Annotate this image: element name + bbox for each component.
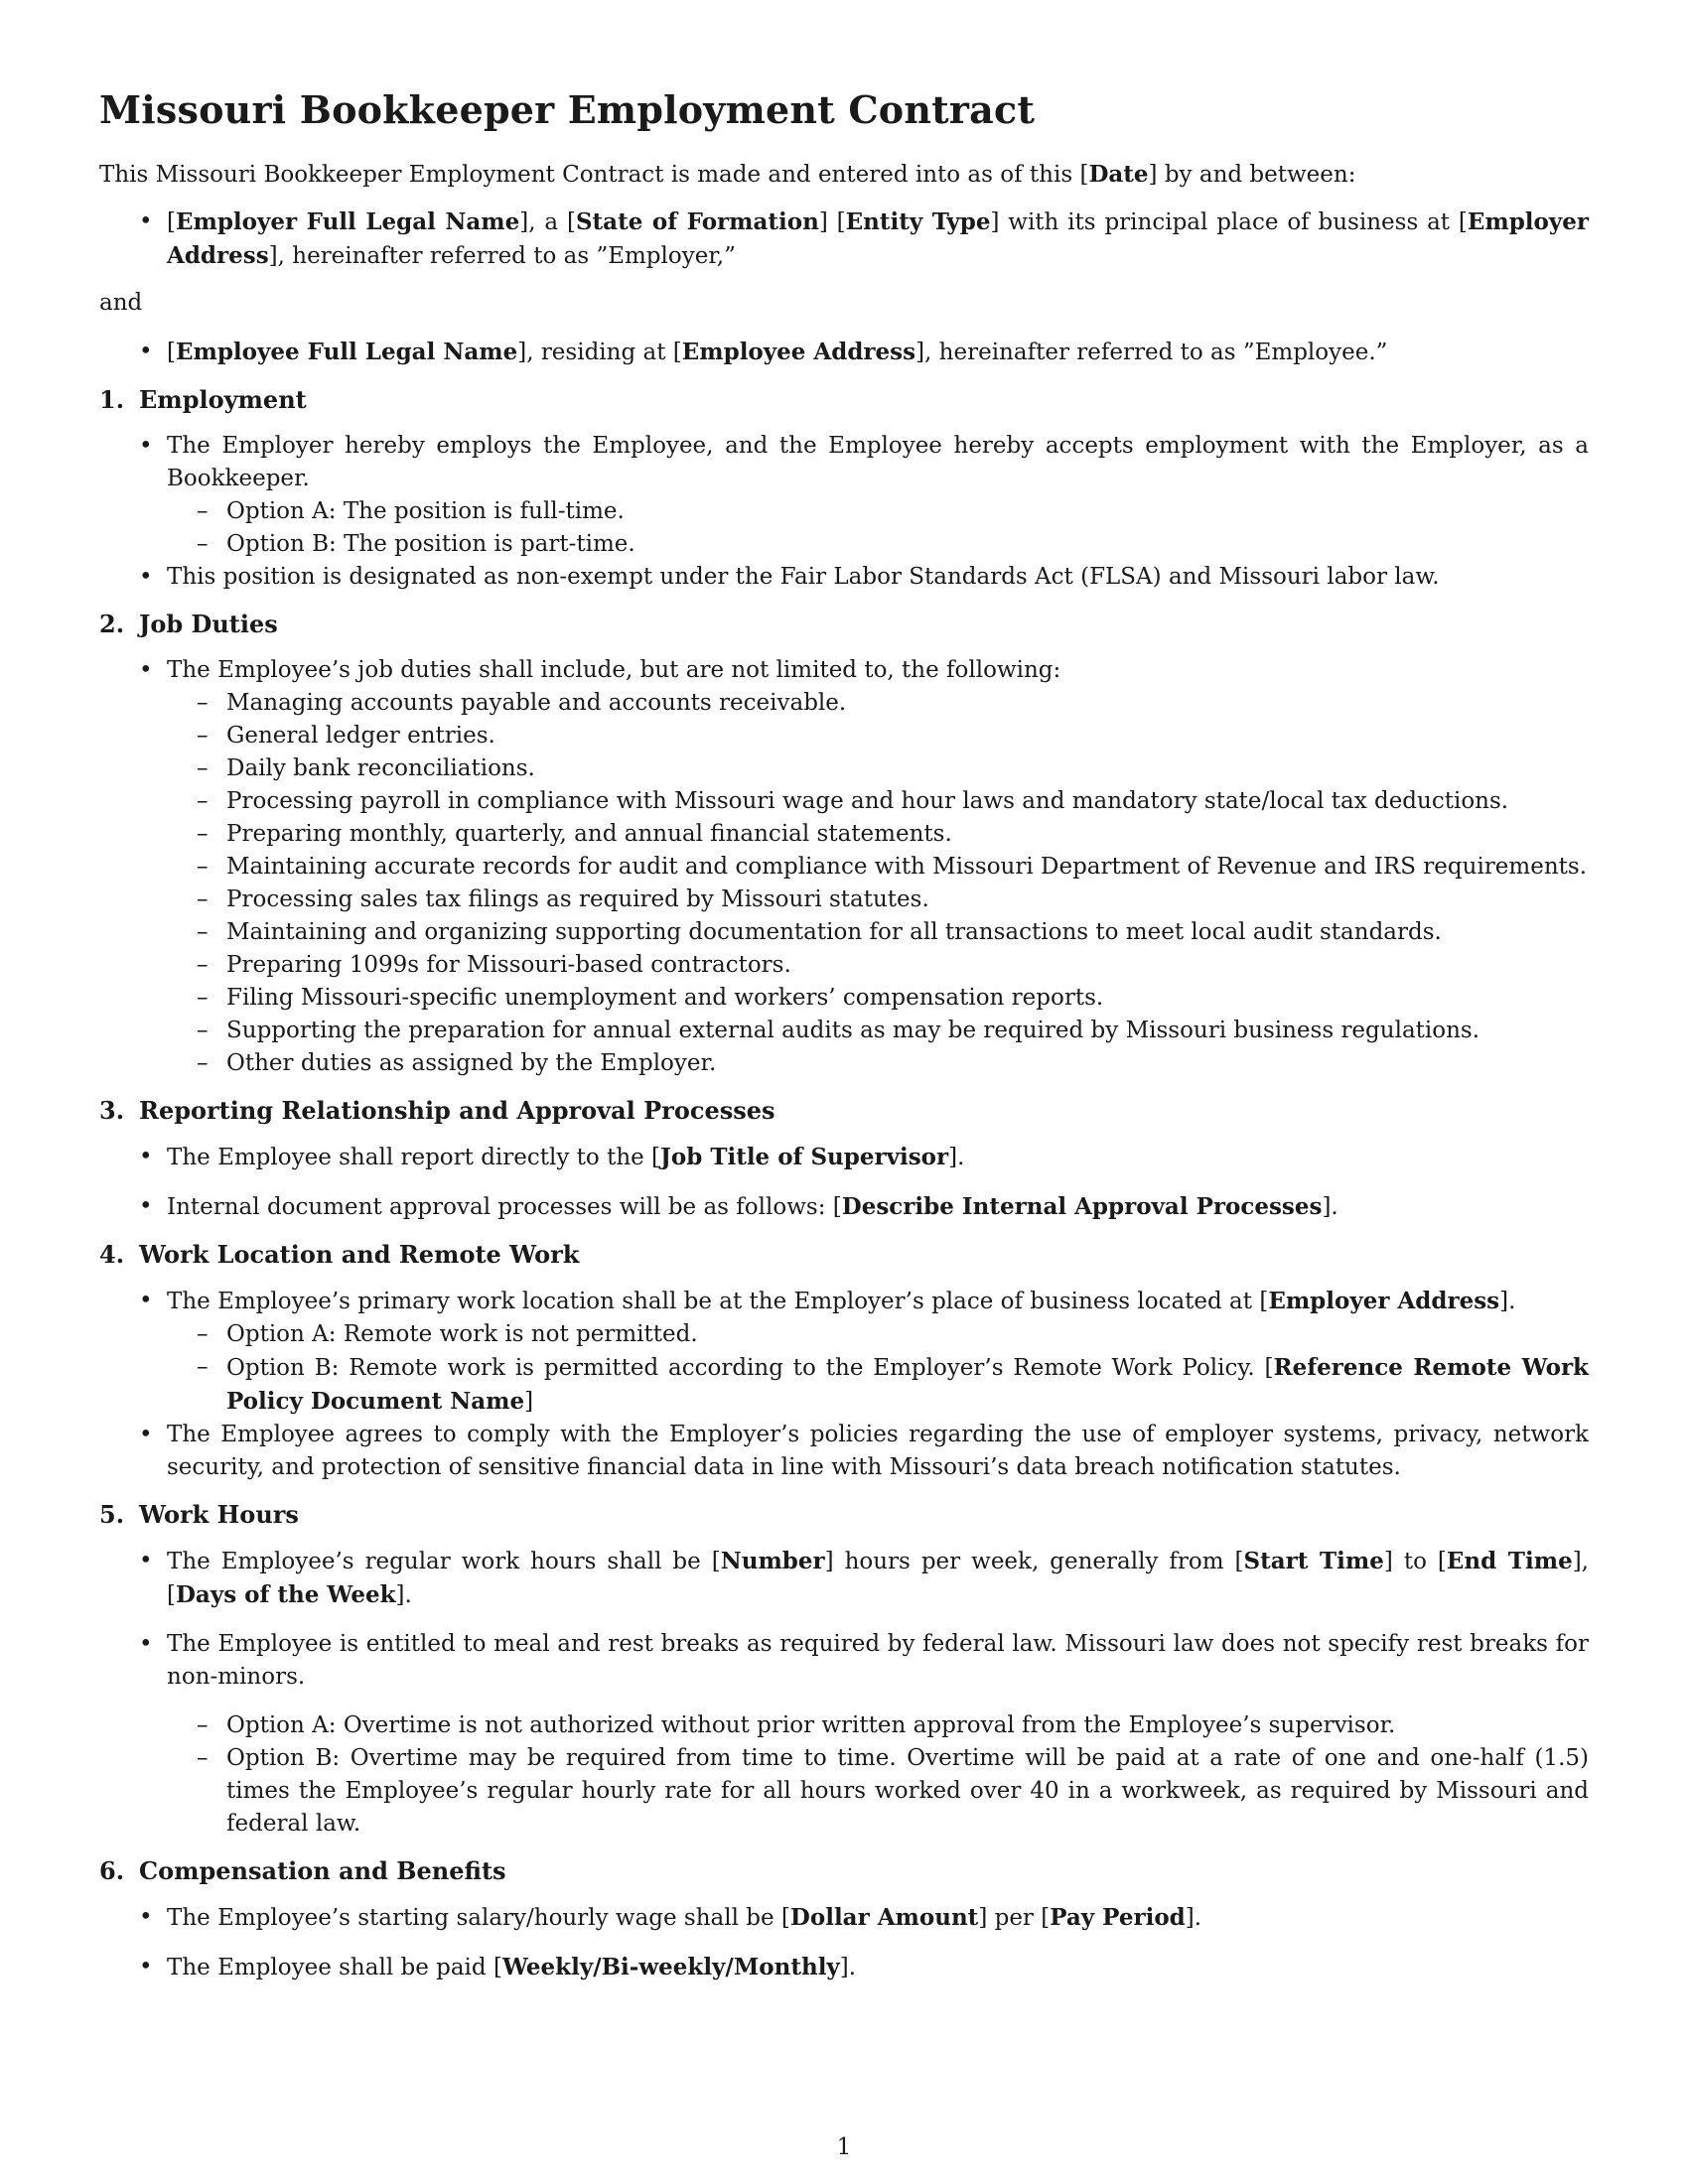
text: ]. [839, 1955, 857, 1980]
list-item [99, 1951, 1589, 1984]
option-list [167, 1709, 1589, 1841]
item-text: The Employee is entitled to meal and rest breaks as required by federal law. Missouri law does not specify rest breaks for non-minors. [167, 1631, 1589, 1690]
list-item: • This position is designated as non-exempt under the Fair Labor Standards Act (FLSA) and Missouri labor law. [99, 561, 1589, 594]
text: Option B: Remote work is permitted according to the Employer’s Remote Work Policy. [ [226, 1355, 1274, 1381]
list-item [99, 1285, 1589, 1419]
section-4-list [99, 1285, 1589, 1484]
option-item [167, 1351, 1589, 1419]
party-list-employer [99, 205, 1589, 273]
employee-party [99, 336, 1589, 369]
text: The Employee shall be paid [ [167, 1955, 502, 1980]
intro-paragraph [99, 158, 1589, 192]
duty-item: – Managing accounts payable and accounts receivable. [167, 687, 1589, 720]
list-item [99, 1190, 1589, 1224]
text: Internal document approval processes will be as follows: [ [167, 1194, 842, 1220]
section-heading-job-duties [99, 608, 1589, 640]
text: ]. [1322, 1194, 1338, 1220]
text: ]. [1185, 1905, 1202, 1931]
state-placeholder: State of Formation [575, 208, 819, 235]
duty-item: – General ledger entries. [167, 720, 1589, 752]
item-text: The Employee’s job duties shall include, but are not limited to, the following: [167, 657, 1061, 683]
duty-item: – Processing sales tax filings as required by Missouri statutes. [167, 884, 1589, 916]
option-item: – Option A: Overtime is not authorized without prior written approval from the Employee’s supervisor. [167, 1709, 1589, 1742]
duty-item: – Preparing 1099s for Missouri-based contractors. [167, 949, 1589, 982]
text: ], hereinafter referred to as ”Employee.” [915, 340, 1388, 365]
list-item [99, 430, 1589, 561]
section-number: 5. [99, 1500, 125, 1529]
section-number: 4. [99, 1240, 125, 1269]
text: ]. [1499, 1289, 1516, 1314]
section-title: Compensation and Benefits [139, 1856, 506, 1885]
duty-item: – Daily bank reconciliations. [167, 752, 1589, 785]
document-page [99, 87, 1589, 1984]
section-2-list [99, 654, 1589, 1080]
list-item [99, 654, 1589, 1080]
section-title: Job Duties [139, 610, 278, 638]
duty-item: – Supporting the preparation for annual external audits as may be required by Missouri business regulations. [167, 1015, 1589, 1047]
text: The Employee shall report directly to the [ [167, 1145, 661, 1170]
text: ] hours per week, generally from [ [824, 1549, 1244, 1574]
section-number: 2. [99, 610, 125, 638]
employer-address-placeholder: Employer Address [167, 208, 1590, 269]
bracket: [ [167, 340, 176, 365]
section-number: 6. [99, 1856, 125, 1885]
section-number: 1. [99, 385, 125, 414]
option-item: – Option B: Overtime may be required from time to time. Overtime will be paid at a rate of one and one-half (1.5) times the Employee’s regular hourly rate for all hours worked over 40 in a workweek, as required by Missouri and federal law. [167, 1742, 1589, 1841]
section-title: Work Hours [139, 1500, 299, 1529]
text: ] to [ [1383, 1549, 1447, 1574]
text: ], [ [167, 1549, 1589, 1608]
employer-name-placeholder: Employer Full Legal Name [175, 208, 520, 235]
intro-text: This Missouri Bookkeeper Employment Contract is made and entered into as of this [ [99, 162, 1089, 188]
list-item [99, 1141, 1589, 1174]
section-6-list [99, 1901, 1589, 1984]
text: ]. [395, 1582, 412, 1608]
page-number: 1 [836, 2134, 852, 2160]
document-title: Missouri Bookkeeper Employment Contract [99, 87, 1036, 132]
text: The Employee’s regular work hours shall be [ [167, 1549, 721, 1574]
section-heading-work-location [99, 1238, 1589, 1271]
section-heading-reporting [99, 1094, 1589, 1127]
option-item: – Option A: Remote work is not permitted. [167, 1318, 1589, 1351]
intro-text-end: ] by and between: [1148, 162, 1356, 188]
duty-item: – Preparing monthly, quarterly, and annual financial statements. [167, 818, 1589, 851]
duty-item: – Processing payroll in compliance with Missouri wage and hour laws and mandatory state/local tax deductions. [167, 785, 1589, 818]
section-title: Reporting Relationship and Approval Processes [139, 1096, 775, 1125]
date-placeholder: Date [1088, 161, 1149, 188]
duty-item: – Other duties as assigned by the Employer. [167, 1047, 1589, 1080]
text: ] [524, 1389, 534, 1415]
text: ] [ [818, 209, 846, 235]
remote-policy-placeholder: Reference Remote Work Policy Document Name [226, 1354, 1589, 1415]
entity-placeholder: Entity Type [845, 208, 991, 235]
text: ]. [948, 1145, 965, 1170]
text: ], hereinafter referred to as ”Employer,” [268, 243, 736, 269]
list-item [99, 1545, 1589, 1612]
section-heading-employment [99, 383, 1589, 416]
duty-item: – Filing Missouri-specific unemployment and workers’ compensation reports. [167, 982, 1589, 1015]
list-item [99, 1628, 1589, 1841]
start-time-placeholder: Start Time [1243, 1548, 1384, 1574]
pay-frequency-placeholder: Weekly/Bi-weekly/Monthly [501, 1954, 840, 1980]
employer-party [99, 205, 1589, 273]
text: ] with its principal place of business at [ [990, 209, 1468, 235]
section-title: Work Location and Remote Work [139, 1240, 580, 1269]
employer-address-placeholder: Employer Address [1268, 1288, 1500, 1314]
approval-placeholder: Describe Internal Approval Processes [841, 1193, 1323, 1220]
option-item: – Option B: The position is part-time. [167, 528, 1589, 561]
item-text: The Employer hereby employs the Employee, and the Employee hereby accepts employment with the Employer, as a Bookkeeper. [167, 433, 1589, 491]
bracket: [ [167, 209, 176, 235]
section-1-list [99, 430, 1589, 594]
party-list-employee [99, 336, 1589, 369]
section-title: Employment [139, 385, 307, 414]
section-3-list [99, 1141, 1589, 1224]
duty-item: – Maintaining and organizing supporting documentation for all transactions to meet local audit standards. [167, 916, 1589, 949]
employee-address-placeholder: Employee Address [681, 339, 916, 365]
text: ], a [ [519, 209, 576, 235]
pay-period-placeholder: Pay Period [1050, 1904, 1186, 1931]
days-placeholder: Days of the Week [175, 1581, 396, 1608]
supervisor-placeholder: Job Title of Supervisor [660, 1144, 949, 1170]
section-number: 3. [99, 1096, 125, 1125]
amount-placeholder: Dollar Amount [789, 1904, 979, 1931]
end-time-placeholder: End Time [1446, 1548, 1573, 1574]
hours-placeholder: Number [720, 1548, 825, 1574]
option-list [167, 1318, 1589, 1419]
text: The Employee’s starting salary/hourly wage shall be [ [167, 1905, 790, 1931]
section-heading-work-hours [99, 1498, 1589, 1531]
list-item [99, 1901, 1589, 1935]
option-list [167, 495, 1589, 561]
text: ] per [ [978, 1905, 1051, 1931]
duties-list [167, 687, 1589, 1080]
employee-name-placeholder: Employee Full Legal Name [175, 339, 518, 365]
and-text: and [99, 290, 143, 316]
section-heading-compensation [99, 1854, 1589, 1887]
list-item: • The Employee agrees to comply with the Employer’s policies regarding the use of employer systems, privacy, network security, and protection of sensitive financial data in line with Missouri’s data breach notification statutes. [99, 1419, 1589, 1484]
option-item: – Option A: The position is full-time. [167, 495, 1589, 528]
section-5-list [99, 1545, 1589, 1841]
duty-item: – Maintaining accurate records for audit and compliance with Missouri Department of Revenue and IRS requirements. [167, 851, 1589, 884]
text: The Employee’s primary work location shall be at the Employer’s place of business located at [ [167, 1289, 1269, 1314]
text: ], residing at [ [517, 340, 682, 365]
